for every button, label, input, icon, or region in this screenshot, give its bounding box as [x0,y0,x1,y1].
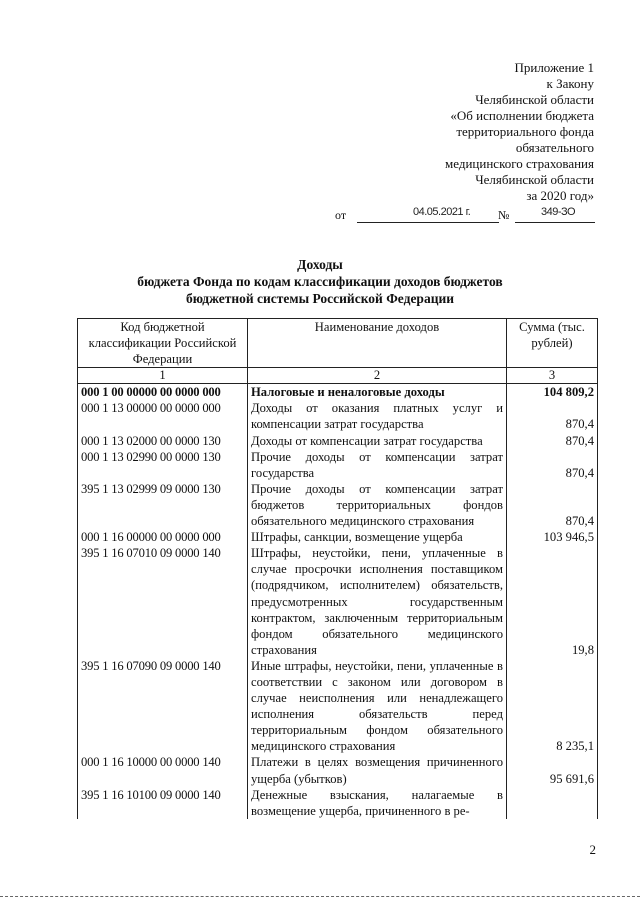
row-name: Прочие доходы от компенсации затрат бюджетов территориальных фондов обязательного медицинского страхования [248,481,507,529]
table-row [78,787,598,819]
row-name: Прочие доходы от компенсации затрат государства [248,449,507,481]
row-code: 000 1 13 02990 00 0000 130 [78,449,248,481]
appendix-line: медицинского страхования [445,156,594,171]
appendix-line: обязательного [515,140,594,155]
number-underline [515,222,595,223]
appendix-line: за 2020 год» [526,188,594,203]
page-number: 2 [589,842,596,857]
row-sum: 870,4 [507,433,598,449]
row-sum: 103 946,5 [507,529,598,545]
row-code: 000 1 00 00000 00 0000 000 [78,384,248,401]
table-row [78,481,598,529]
row-code: 395 1 16 07010 09 0000 140 [78,545,248,658]
number-label: № [498,208,510,222]
row-name: Штрафы, неустойки, пени, уплаченные в случае просрочки исполнения поставщиком (подрядчиком, исполнителем) обязательств, предусмотренных государственным контрактом, заключенным территориальным фондом обязательного медицинского страхования [248,545,507,658]
table-header-row [78,319,598,368]
row-code: 000 1 13 02000 00 0000 130 [78,433,248,449]
row-sum: 870,4 [507,449,598,481]
row-name: Доходы от оказания платных услуг и компенсации затрат государства [248,400,507,432]
row-sum: 104 809,2 [507,384,598,401]
row-sum: 870,4 [507,481,598,529]
title-line: Доходы [297,257,343,272]
row-sum: 8 235,1 [507,658,598,755]
row-name: Штрафы, санкции, возмещение ущерба [248,529,507,545]
title-line: бюджета Фонда по кодам классификации доходов бюджетов [137,274,503,289]
row-code: 395 1 16 10100 09 0000 140 [78,787,248,819]
row-name: Денежные взыскания, налагаемые в возмещение ущерба, причиненного в ре- [248,787,507,819]
row-name: Иные штрафы, неустойки, пени, уплаченные в соответствии с законом или договором в случае неисполнения или ненадлежащего исполнения обязательств перед территориальным фондом обязательного медицинского страхования [248,658,507,755]
column-number: 1 [78,368,248,384]
page-bottom-rule [0,896,640,897]
appendix-line: Челябинской области [475,172,594,187]
row-code: 395 1 13 02999 09 0000 130 [78,481,248,529]
table-row [78,545,598,658]
approval-number: 349-ЗО [541,206,576,218]
column-number-row [78,368,598,384]
header-sum: Сумма (тыс. рублей) [507,319,598,368]
appendix-line: «Об исполнении бюджета [450,108,594,123]
table-row [78,529,598,545]
row-code: 395 1 16 07090 09 0000 140 [78,658,248,755]
table-row [78,384,598,401]
income-table [77,318,598,819]
row-sum: 95 691,6 [507,754,598,786]
title-line: бюджетной системы Российской Федерации [185,291,455,306]
column-number: 2 [248,368,507,384]
page-title [0,256,640,307]
table-row [78,658,598,755]
header-code: Код бюджетной классификации Российской Федерации [78,319,248,368]
row-name: Платежи в целях возмещения причиненного ущерба (убытков) [248,754,507,786]
row-sum [507,787,598,819]
date-underline [357,222,499,223]
row-code: 000 1 16 00000 00 0000 000 [78,529,248,545]
table-row [78,433,598,449]
row-code: 000 1 16 10000 00 0000 140 [78,754,248,786]
table-row [78,754,598,786]
appendix-line: территориального фонда [456,124,594,139]
row-sum: 870,4 [507,400,598,432]
header-name: Наименование доходов [248,319,507,368]
column-number: 3 [507,368,598,384]
row-name: Доходы от компенсации затрат государства [248,433,507,449]
appendix-line: Приложение 1 [514,60,594,75]
approval-date: 04.05.2021 г. [413,206,471,218]
appendix-block [294,60,594,204]
from-label: от [335,208,347,222]
table-row [78,400,598,432]
appendix-line: Челябинской области [475,92,594,107]
row-name: Налоговые и неналоговые доходы [248,384,507,401]
table-row [78,449,598,481]
appendix-line: к Закону [546,76,594,91]
row-code: 000 1 13 00000 00 0000 000 [78,400,248,432]
approval-line [335,206,595,224]
row-sum: 19,8 [507,545,598,658]
